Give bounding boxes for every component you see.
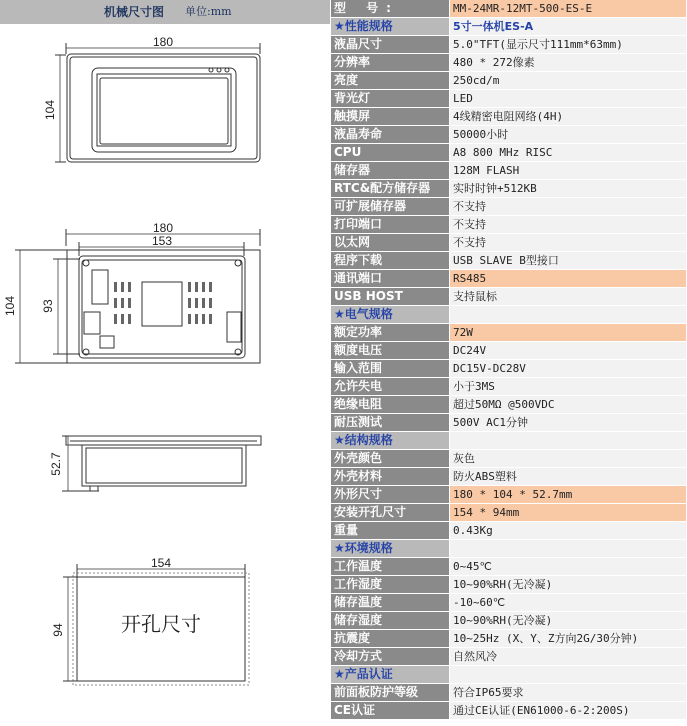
spec-label: 额度电压	[331, 342, 450, 360]
spec-value: USB SLAVE B型接口	[450, 252, 687, 270]
spec-value: 实时时钟+512KB	[450, 180, 687, 198]
spec-value: 防火ABS塑料	[450, 468, 687, 486]
drawings-panel	[0, 0, 330, 726]
spec-row	[331, 162, 687, 180]
spec-value: 符合IP65要求	[450, 684, 687, 702]
spec-row	[331, 126, 687, 144]
spec-value: 500V AC1分钟	[450, 414, 687, 432]
spec-label: 通讯端口	[331, 270, 450, 288]
spec-row	[331, 360, 687, 378]
spec-row	[331, 180, 687, 198]
spec-value: 超过50MΩ @500VDC	[450, 396, 687, 414]
spec-row	[331, 594, 687, 612]
spec-value: 154 * 94mm	[450, 504, 687, 522]
spec-label: 工作湿度	[331, 576, 450, 594]
spec-value: 不支持	[450, 234, 687, 252]
spec-value: MM-24MR-12MT-500-ES-E	[450, 0, 687, 18]
side-depth-label: 52.7	[49, 452, 63, 476]
spec-label: 允许失电	[331, 378, 450, 396]
spec-row	[331, 72, 687, 90]
spec-row	[331, 288, 687, 306]
spec-label: 冷却方式	[331, 648, 450, 666]
spec-label: 以太网	[331, 234, 450, 252]
spec-value: 5.0"TFT(显示尺寸111mm*63mm)	[450, 36, 687, 54]
spec-section-row	[331, 540, 687, 558]
spec-row	[331, 612, 687, 630]
spec-label: 前面板防护等级	[331, 684, 450, 702]
spec-value	[450, 666, 687, 684]
spec-label: 液晶寿命	[331, 126, 450, 144]
spec-section-row	[331, 666, 687, 684]
spec-value: 不支持	[450, 216, 687, 234]
spec-row	[331, 522, 687, 540]
spec-value: 不支持	[450, 198, 687, 216]
spec-row	[331, 324, 687, 342]
spec-value: 72W	[450, 324, 687, 342]
spec-value: LED	[450, 90, 687, 108]
spec-row	[331, 252, 687, 270]
spec-section-row	[331, 18, 687, 36]
spec-section-row	[331, 306, 687, 324]
model-row	[331, 0, 687, 18]
spec-value: DC15V-DC28V	[450, 360, 687, 378]
mechanical-drawings	[0, 0, 330, 726]
spec-row	[331, 702, 687, 720]
spec-value: DC24V	[450, 342, 687, 360]
spec-table	[331, 0, 687, 720]
spec-label: 打印端口	[331, 216, 450, 234]
front-width-label: 180	[152, 35, 174, 49]
back-width-label: 180	[152, 221, 174, 235]
spec-label: 储存湿度	[331, 612, 450, 630]
spec-value	[450, 306, 687, 324]
spec-label: 分辨率	[331, 54, 450, 72]
cutout-width-label: 154	[150, 556, 172, 570]
back-view	[15, 229, 260, 363]
back-view-vents	[114, 282, 212, 324]
spec-value: RS485	[450, 270, 687, 288]
spec-row	[331, 468, 687, 486]
spec-label: 亮度	[331, 72, 450, 90]
spec-value: A8 800 MHz RISC	[450, 144, 687, 162]
spec-row	[331, 378, 687, 396]
spec-label: CE认证	[331, 702, 450, 720]
spec-value: 50000小时	[450, 126, 687, 144]
spec-value: 0.43Kg	[450, 522, 687, 540]
spec-label: 程序下载	[331, 252, 450, 270]
spec-row	[331, 270, 687, 288]
spec-row	[331, 396, 687, 414]
spec-label: 外壳材料	[331, 468, 450, 486]
spec-label: ★环境规格	[331, 540, 450, 558]
spec-row	[331, 558, 687, 576]
front-view	[55, 43, 260, 162]
spec-row	[331, 486, 687, 504]
spec-label: 工作温度	[331, 558, 450, 576]
spec-value	[450, 540, 687, 558]
side-view	[62, 436, 261, 491]
spec-value: 小于3MS	[450, 378, 687, 396]
spec-value: 支持鼠标	[450, 288, 687, 306]
spec-value: -10~60℃	[450, 594, 687, 612]
spec-label: 额定功率	[331, 324, 450, 342]
drawings-unit: 单位:mm	[185, 5, 232, 18]
spec-value: 10~90%RH(无冷凝)	[450, 612, 687, 630]
spec-row	[331, 108, 687, 126]
spec-row	[331, 504, 687, 522]
cutout-label: 开孔尺寸	[121, 612, 201, 636]
spec-row	[331, 36, 687, 54]
back-inner-height-label: 93	[41, 299, 55, 313]
spec-row	[331, 630, 687, 648]
spec-label: 外壳颜色	[331, 450, 450, 468]
spec-label: ★电气规格	[331, 306, 450, 324]
spec-row	[331, 144, 687, 162]
spec-row	[331, 90, 687, 108]
spec-value: 灰色	[450, 450, 687, 468]
spec-row	[331, 216, 687, 234]
spec-row	[331, 198, 687, 216]
spec-row	[331, 450, 687, 468]
spec-row	[331, 648, 687, 666]
spec-label: USB HOST	[331, 288, 450, 306]
spec-row	[331, 414, 687, 432]
spec-label: 耐压测试	[331, 414, 450, 432]
spec-value: 10~25Hz (X、Y、Z方向2G/30分钟)	[450, 630, 687, 648]
spec-value: 10~90%RH(无冷凝)	[450, 576, 687, 594]
spec-label: 液晶尺寸	[331, 36, 450, 54]
spec-label: 触摸屏	[331, 108, 450, 126]
spec-row	[331, 54, 687, 72]
drawings-title: 机械尺寸图	[104, 5, 165, 19]
spec-value: 250cd/m	[450, 72, 687, 90]
spec-value: 自然风冷	[450, 648, 687, 666]
spec-value: 5寸一体机ES-A	[450, 18, 687, 36]
spec-row	[331, 576, 687, 594]
spec-label: 可扩展储存器	[331, 198, 450, 216]
back-height-label: 104	[3, 295, 17, 317]
spec-value: 480 * 272像素	[450, 54, 687, 72]
spec-label: 背光灯	[331, 90, 450, 108]
back-inner-width-label: 153	[151, 234, 173, 248]
spec-value	[450, 432, 687, 450]
spec-label: ★产品认证	[331, 666, 450, 684]
spec-value: 4线精密电阻网络(4H)	[450, 108, 687, 126]
spec-label: 安装开孔尺寸	[331, 504, 450, 522]
spec-row	[331, 234, 687, 252]
spec-value: 180 * 104 * 52.7mm	[450, 486, 687, 504]
spec-label: 储存温度	[331, 594, 450, 612]
spec-label: 型 号:	[331, 0, 450, 18]
spec-label: 抗震度	[331, 630, 450, 648]
spec-value: 128M FLASH	[450, 162, 687, 180]
spec-value: 通过CE认证(EN61000-6-2:200S)	[450, 702, 687, 720]
spec-label: 储存器	[331, 162, 450, 180]
spec-value: 0~45℃	[450, 558, 687, 576]
spec-label: 重量	[331, 522, 450, 540]
spec-section-row	[331, 432, 687, 450]
spec-row	[331, 342, 687, 360]
spec-label: CPU	[331, 144, 450, 162]
spec-label: ★性能规格	[331, 18, 450, 36]
front-height-label: 104	[43, 99, 57, 121]
spec-label: 绝缘电阻	[331, 396, 450, 414]
spec-label: 外形尺寸	[331, 486, 450, 504]
spec-row	[331, 684, 687, 702]
spec-label: RTC&配方储存器	[331, 180, 450, 198]
spec-label: 输入范围	[331, 360, 450, 378]
cutout-height-label: 94	[51, 623, 65, 637]
spec-label: ★结构规格	[331, 432, 450, 450]
